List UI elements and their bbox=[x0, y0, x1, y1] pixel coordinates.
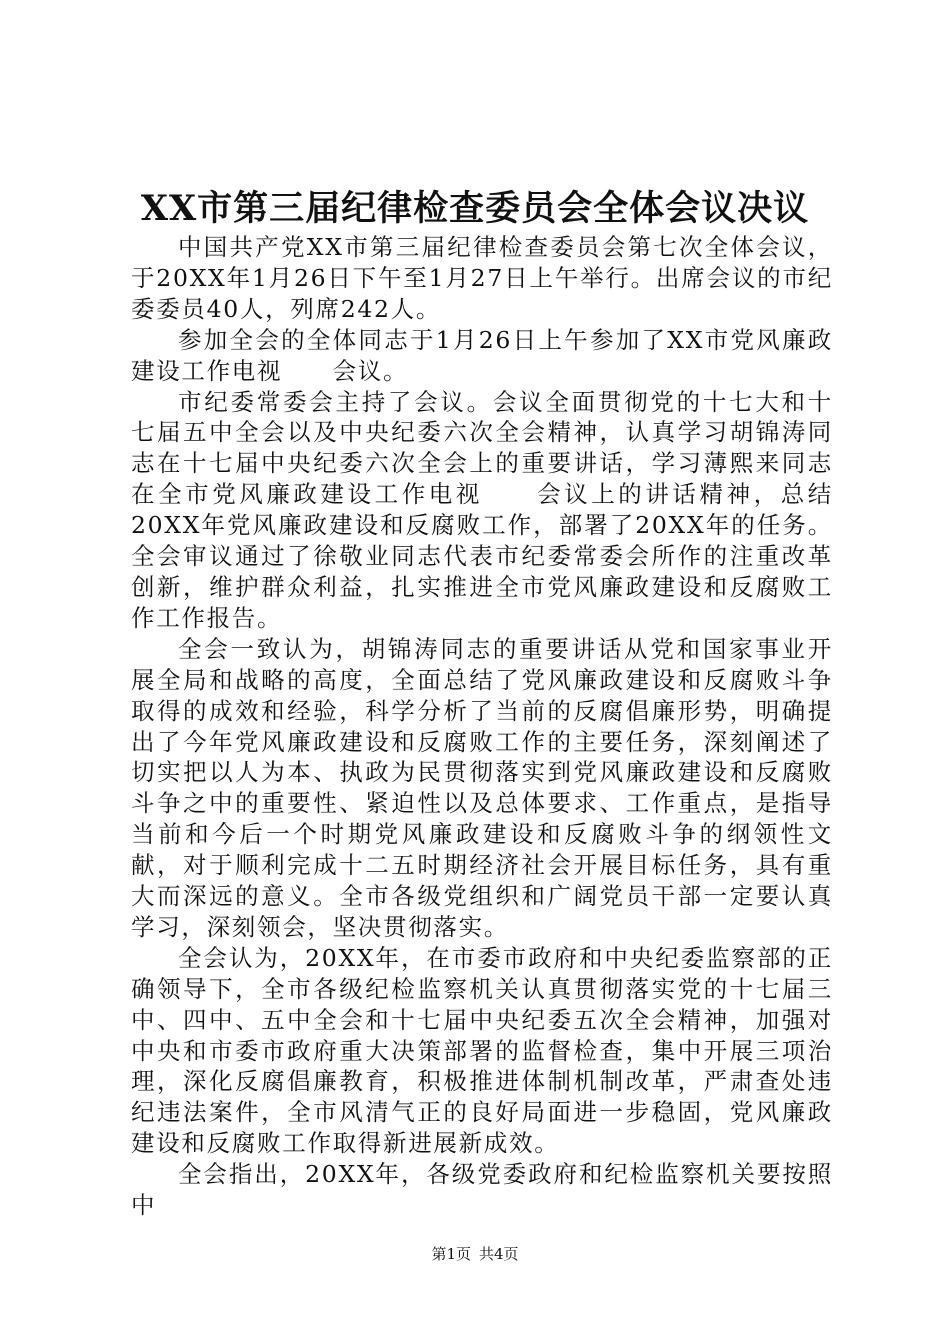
page-number: 第1页 bbox=[431, 1245, 471, 1263]
document-title: XX市第三届纪律检查委员会全体会议决议 bbox=[140, 188, 810, 229]
page-footer bbox=[0, 1244, 950, 1264]
paragraph-4: 全会一致认为，胡锦涛同志的重要讲话从党和国家事业开展全局和战略的高度，全面总结了党风廉政建设和反腐败斗争取得的成效和经验，科学分析了当前的反腐倡廉形势，明确提出了今年党风廉政建设和反腐败工作的主要任务，深刻阐述了切实把以人为本、执政为民贯彻落实到党风廉政建设和反腐败斗争之中的重要性、紧迫性以及总体要求、工作重点，是指导当前和今后一个时期党风廉政建设和反腐败斗争的纲领性文献，对于顺利完成十二五时期经济社会开展目标任务，具有重大而深远的意义。全市各级党组织和广阔党员干部一定要认真学习，深刻领会，坚决贯彻落实。 bbox=[131, 634, 833, 941]
paragraph-3: 市纪委常委会主持了会议。会议全面贯彻党的十七大和十七届五中全会以及中央纪委六次全会精神，认真学习胡锦涛同志在十七届中央纪委六次全会上的重要讲话，学习薄熙来同志在全市党风廉政建设工作电视 会议上的讲话精神，总结20XX年党风廉政建设和反腐败工作，部署了20XX年的任务。全会审议通过了徐敬业同志代表市纪委常委会所作的注重改革创新，维护群众利益，扎实推进全市党风廉政建设和反腐败工作工作报告。 bbox=[131, 387, 833, 632]
paragraph-6: 全会指出，20XX年，各级党委政府和纪检监察机关要按照中 bbox=[131, 1160, 833, 1220]
page-total: 共4页 bbox=[479, 1245, 519, 1263]
document-body bbox=[131, 232, 833, 1221]
paragraph-1: 中国共产党XX市第三届纪律检查委员会第七次全体会议，于20XX年1月26日下午至1月27日上午举行。出席会议的市纪委委员40人，列席242人。 bbox=[131, 233, 833, 323]
paragraph-5: 全会认为，20XX年，在市委市政府和中央纪委监察部的正确领导下，全市各级纪检监察机关认真贯彻落实党的十七届三中、四中、五中全会和十七届中央纪委五次全会精神，加强对中央和市委市政府重大决策部署的监督检查，集中开展三项治理，深化反腐倡廉教育，积极推进体制机制改革，严肃查处违纪违法案件，全市风清气正的良好局面进一步稳固，党风廉政建设和反腐败工作取得新进展新成效。 bbox=[131, 943, 833, 1158]
paragraph-2: 参加全会的全体同志于1月26日上午参加了XX市党风廉政建设工作电视 会议。 bbox=[131, 325, 833, 385]
